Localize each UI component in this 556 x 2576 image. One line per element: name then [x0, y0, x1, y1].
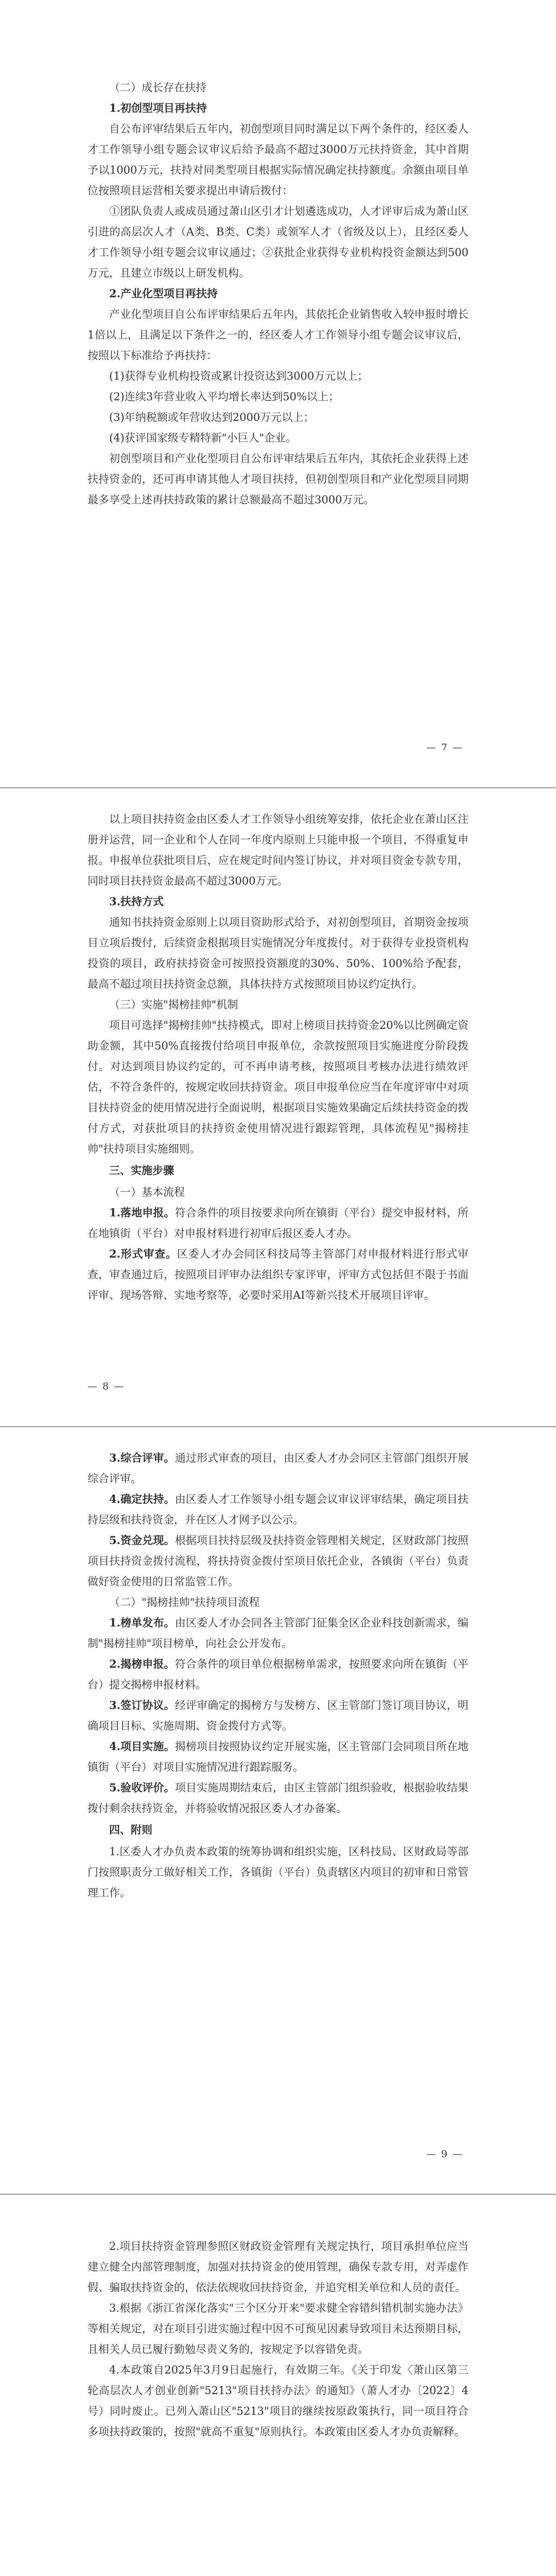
step-text: 由区委人才办会同各主管部门征集全区企业科技创新需求，编制"揭榜挂帅"项目榜单，向社会公开发布。 — [88, 1617, 468, 1650]
page-number: — 9 — — [426, 2148, 463, 2160]
list-item: (4)获评国家级专精特新"小巨人"企业。 — [109, 432, 297, 444]
step-item — [88, 1448, 468, 1489]
paragraph: 1.区委人才办负责本政策的统筹协调和组织实施，区科技局、区财政局等部门按照职责分工做好相关工作，各镇街（平台）负责辖区内项目的初审和日常管理工作。 — [88, 1845, 468, 1899]
heading-basic-process: （一）基本流程 — [109, 1186, 185, 1198]
step-text: 符合条件的项目单位根据榜单需求，按照要求向所在镇街（平台）提交揭榜申报材料。 — [88, 1658, 468, 1691]
paragraph: 以上项目扶持资金由区委人才工作领导小组统筹安排，依托企业在萧山区注册并运营，同一企业和个人在同一年度内原则上只能申报一个项目，不得重复申报。申报单位获批项目后，应在规定时间内签订协议，并对项目资金专款专用，同时项目扶持资金最高不超过3000万元。 — [88, 813, 468, 887]
step-lead: 2.揭榜申报。 — [109, 1657, 175, 1670]
heading-appendix: 四、附则 — [109, 1823, 152, 1836]
heading-industrial-reinforcement: 2.产业化型项目再扶持 — [109, 287, 218, 300]
document-page-9 — [0, 1427, 556, 2195]
paragraph: 自公布评审结果后五年内，初创型项目同时满足以下两个条件的，经区委人才工作领导小组专题会议审议后给予最高不超过3000万元扶持资金，其中首期予以1000万元，扶持对同类型项目根据实际情况确定扶持额度。余额由项目单位按照项目运营相关要求提出申请后拨付： — [88, 123, 468, 197]
paragraph: 2.项目扶持资金管理参照区财政资金管理有关规定执行，项目承担单位应当建立健全内部管理制度，加强对扶持资金的使用管理，确保专款专用，对弄虚作假、骗取扶持资金的，依法依规收回扶持资金，并追究相关单位和人员的责任。 — [88, 2240, 468, 2294]
step-item — [88, 1489, 468, 1530]
list-item: (3)年纳税额或年营收达到2000万元以上； — [109, 411, 315, 423]
heading-startup-reinforcement: 1.初创型项目再扶持 — [109, 101, 207, 114]
paragraph: 项目可选择"揭榜挂帅"扶持模式，即对上榜项目扶持资金20%以比例确定资助金额，其中50%直接拨付给项目申报单位，余款按照项目实施进度分阶段拨付。对达到项目协议约定的，可不再申请考核，按照项目考核办法进行绩效评估，不符合条件的，按规定收回扶持资金。项目申报单位应当在年度评审中对项目扶持资金的使用情况进行全面说明，根据项目实施效果确定后续扶持资金的拨付方式，对获批项目的扶持资金使用情况进行跟踪管理，具体流程见"揭榜挂帅"扶持项目实施细则。 — [88, 1019, 468, 1155]
step-text: 项目实施周期结束后，由区主管部门组织验收，根据验收结果拨付剩余扶持资金，并将验收情况报区委人才办备案。 — [88, 1782, 468, 1815]
step-lead: 2.形式审查。 — [109, 1247, 177, 1260]
step-item — [88, 1244, 468, 1306]
step-lead: 4.确定扶持。 — [109, 1493, 175, 1505]
step-item — [88, 1530, 468, 1592]
document-page-10 — [0, 2195, 556, 2576]
step-lead: 3.签订协议。 — [109, 1699, 175, 1711]
page-number: — 7 — — [426, 742, 463, 753]
step-item — [88, 1202, 468, 1244]
paragraph: 初创型项目和产业化型项目自公布评审结果后五年内，其依托企业获得上述扶持资金的，还可再申请其他人才项目扶持，但初创型项目和产业化型项目同期最多享受上述再扶持政策的累计总额最高不超过3000万元。 — [88, 452, 468, 506]
step-item — [88, 1654, 468, 1695]
document-page-8 — [0, 788, 556, 1427]
step-lead: 4.项目实施。 — [109, 1740, 175, 1753]
paragraph: 通知书扶持资金原则上以项目资助形式给予，对初创型项目，首期资金按项目立项后拨付，后续资金根据项目实施情况分年度拨付。对于获得专业投资机构投资的项目，政府扶持资金可按照投资额度的30%、50%、100%给予配套，最高不超过项目扶持资金总额，具体扶持方式按照项目协议约定执行。 — [88, 916, 468, 990]
step-lead: 5.验收评价。 — [109, 1781, 175, 1794]
section-heading: （二）成长存在扶持 — [109, 81, 206, 94]
step-item — [88, 1777, 468, 1819]
step-item — [88, 1695, 468, 1736]
heading-jiebang-mechanism: （三）实施"揭榜挂帅"机制 — [109, 998, 238, 1011]
step-lead: 1.榜单发布。 — [109, 1616, 175, 1629]
step-text: 经评审确定的揭榜方与发榜方、区主管部门签订项目协议，明确项目目标、实施周期、资金拨付方式等。 — [88, 1699, 468, 1732]
heading-implementation-steps: 三、实施步骤 — [109, 1164, 174, 1177]
heading-support-method: 3.扶持方式 — [109, 895, 164, 908]
paragraph: ①团队负责人或成员通过萧山区引才计划遴选成功，人才评审后成为萧山区引进的高层次人才（A类、B类、C类）或领军人才（省级及以上），且经区委人才工作领导小组专题会议审议通过；②获批企业获得专业机构投资金额达到500万元，且建立市级以上研发机构。 — [88, 205, 468, 279]
step-item — [88, 1613, 468, 1654]
paragraph: 4.本政策自2025年3月9日起施行，有效期三年。《关于印发〈萧山区第三轮高层次人才创业创新"5213"项目扶持办法〉的通知》（萧人才办〔2022〕4号）同时废止。已列入萧山区"5213"项目的继续按原政策执行，同一项目符合多项扶持政策的，按照"就高不重复"原则执行。本政策由区委人才办负责解释。 — [88, 2364, 468, 2438]
step-lead: 5.资金兑现。 — [109, 1534, 175, 1547]
list-item: (1)获得专业机构投资或累计投资达到3000万元以上； — [109, 370, 369, 382]
page-number: — 8 — — [88, 1381, 125, 1392]
step-item — [88, 1736, 468, 1777]
step-text: 区委人才办会同区科技局等主管部门对申报材料进行形式审查，审查通过后，按照项目评审办法组织专家评审，评审方式包括但不限于书面评审、现场答辩、实地考察等，必要时采用AI等新兴技术开展项目评审。 — [88, 1248, 468, 1301]
paragraph: 产业化型项目自公布评审结果后五年内，其依托企业销售收入较申报时增长1倍以上，且满足以下条件之一的，经区委人才工作领导小组专题会议审议后，按照以下标准给予再扶持： — [88, 308, 468, 362]
document-page-7 — [0, 77, 556, 788]
step-text: 根据项目扶持层级及扶持资金管理相关规定，区财政部门按照项目扶持资金拨付流程，将扶持资金拨付至项目依托企业，各镇街（平台）负责做好资金使用的日常监管工作。 — [88, 1534, 468, 1588]
step-text: 通过形式审查的项目，由区委人才办会同区主管部门组织开展综合评审。 — [88, 1452, 468, 1485]
list-item: (2)连续3年营业收入平均增长率达到50%以上； — [109, 391, 339, 403]
paragraph: 3.根据《浙江省深化落实"三个区分开来"要求健全容错纠错机制实施办法》等相关规定，对在项目引进实施过程中因不可预见因素导致项目未达预期目标，且相关人员已履行勤勉尽责义务的，按规定予以容错免责。 — [88, 2302, 468, 2355]
step-lead: 3.综合评审。 — [109, 1451, 175, 1464]
heading-jiebang-process: （二）"揭榜挂帅"扶持项目流程 — [109, 1596, 260, 1608]
step-text: 符合条件的项目按要求向所在镇街（平台）提交申报材料，所在地镇街（平台）对申报材料进行初审后报区委人才办。 — [88, 1207, 468, 1240]
step-text: 揭榜项目按照协议约定开展实施，区主管部门会同项目所在地镇街（平台）对项目实施情况进行跟踪服务。 — [88, 1740, 468, 1773]
step-text: 由区委人才工作领导小组专题会议审议评审结果，确定项目扶持层级和扶持资金，并在区人才网予以公示。 — [88, 1493, 468, 1526]
step-lead: 1.落地申报。 — [109, 1206, 175, 1219]
